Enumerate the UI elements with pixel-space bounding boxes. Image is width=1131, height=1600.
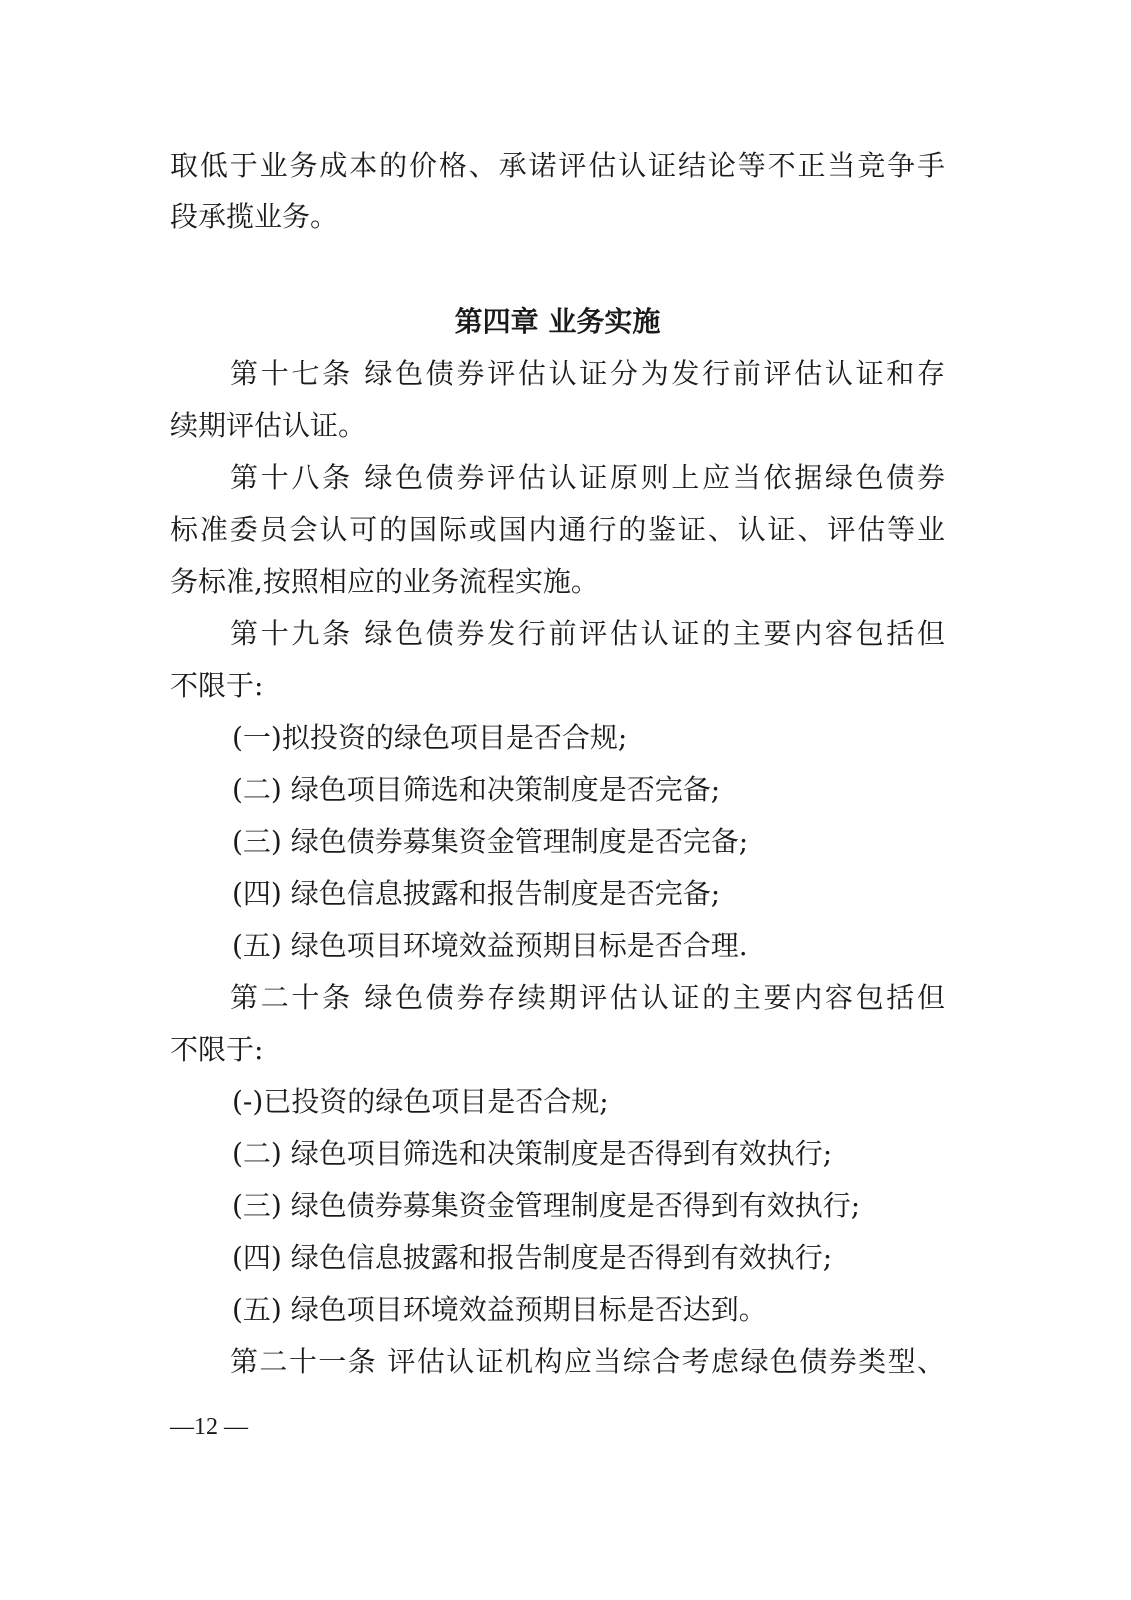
article-19-item: (二) 绿色项目筛选和决策制度是否完备; — [232, 773, 721, 806]
article-19-item: (四) 绿色信息披露和报告制度是否完备; — [232, 877, 721, 910]
article-19-line: 第十九条 绿色债券发行前评估认证的主要内容包括但 — [230, 617, 945, 650]
article-20-item: (二) 绿色项目筛选和决策制度是否得到有效执行; — [232, 1137, 833, 1170]
article-18-line: 务标准,按照相应的业务流程实施。 — [170, 565, 599, 598]
article-18-line: 第十八条 绿色债券评估认证原则上应当依据绿色债券 — [230, 461, 945, 494]
article-20-line: 第二十条 绿色债券存续期评估认证的主要内容包括但 — [230, 981, 945, 1014]
article-17-line: 第十七条 绿色债券评估认证分为发行前评估认证和存 — [230, 357, 945, 390]
article-20-line: 不限于: — [170, 1033, 264, 1066]
article-17-line: 续期评估认证。 — [170, 409, 367, 442]
article-20-item: (五) 绿色项目环境效益预期目标是否达到。 — [232, 1293, 767, 1326]
page-number: —12 — — [170, 1414, 248, 1440]
article-19-line: 不限于: — [170, 669, 264, 702]
article-20-item: (-)已投资的绿色项目是否合规; — [232, 1085, 609, 1118]
article-21-line: 第二十一条 评估认证机构应当综合考虑绿色债券类型、 — [230, 1345, 945, 1378]
chapter-heading: 第四章 业务实施 — [454, 305, 661, 338]
article-20-item: (三) 绿色债券募集资金管理制度是否得到有效执行; — [232, 1189, 861, 1222]
article-19-item: (三) 绿色债券募集资金管理制度是否完备; — [232, 825, 749, 858]
paragraph-line: 段承揽业务。 — [170, 200, 339, 233]
paragraph-line: 取低于业务成本的价格、承诺评估认证结论等不正当竞争手 — [170, 149, 945, 182]
article-18-line: 标准委员会认可的国际或国内通行的鉴证、认证、评估等业 — [170, 513, 945, 546]
article-19-item: (五) 绿色项目环境效益预期目标是否合理. — [232, 929, 748, 962]
article-19-item: (一)拟投资的绿色项目是否合规; — [232, 721, 628, 754]
article-20-item: (四) 绿色信息披露和报告制度是否得到有效执行; — [232, 1241, 833, 1274]
